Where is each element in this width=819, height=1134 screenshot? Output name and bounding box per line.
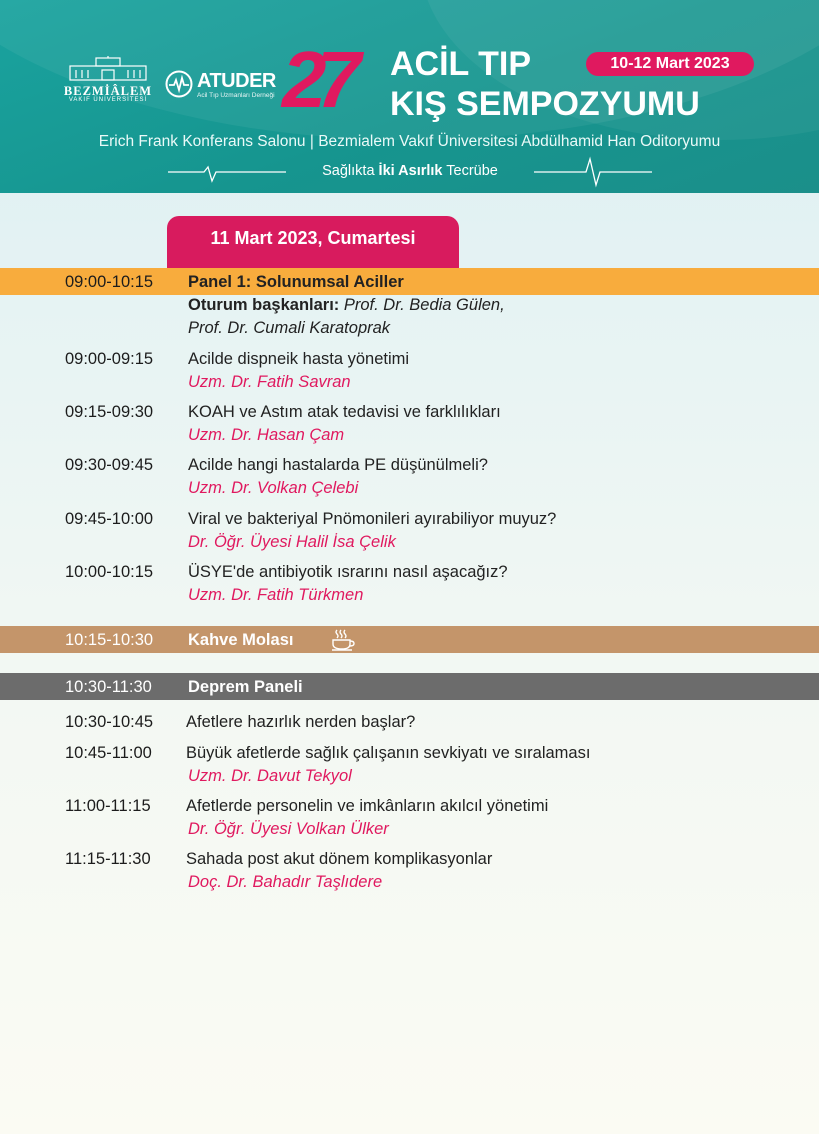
panel2-title: Deprem Paneli [188,678,303,696]
talk-topic: Büyük afetlerde sağlık çalışanın sevkiyatı ve sıralaması [186,744,591,762]
slogan-post: Tecrübe [442,163,498,179]
talk-time: 09:45-10:00 [65,510,154,528]
header-banner [0,0,819,193]
event-title-line1: ACİL TIP [390,45,532,83]
panel1-title: Panel 1: Solunumsal Aciller [188,273,404,291]
talk-speaker: Uzm. Dr. Davut Tekyol [188,767,352,785]
pulse-icon [165,70,193,98]
bezmialem-logo-name: BEZMİÂLEM [63,84,153,98]
break-title: Kahve Molası [188,631,294,649]
talk-topic: KOAH ve Astım atak tedavisi ve farklılıkları [188,403,501,421]
slogan-text [290,163,530,179]
talk-time: 10:30-10:45 [65,713,154,731]
event-dates-badge: 10-12 Mart 2023 [586,52,754,76]
talk-speaker: Uzm. Dr. Hasan Çam [188,426,345,444]
talk-speaker: Doç. Dr. Bahadır Taşlıdere [188,873,383,891]
talk-topic: Acilde dispneik hasta yönetimi [188,350,410,368]
bezmialem-logo [62,56,154,106]
chairs-label: Oturum başkanları: [188,296,340,314]
talk-speaker: Uzm. Dr. Fatih Savran [188,373,351,391]
building-icon [68,56,148,82]
atuder-logo-name: ATUDER [197,70,276,92]
talk-topic: Viral ve bakteriyal Pnömonileri ayırabiliyor muyuz? [188,510,557,528]
break-time: 10:15-10:30 [65,631,154,649]
chairs-names-1: Prof. Dr. Bedia Gülen, [339,296,505,314]
slogan [168,155,652,191]
talk-topic: Afetlere hazırlık nerden başlar? [186,713,416,731]
talk-topic: Sahada post akut dönem komplikasyonlar [186,850,493,868]
coffee-cup-icon [330,629,356,651]
talk-time: 09:30-09:45 [65,456,154,474]
talk-time: 11:15-11:30 [65,850,151,868]
talk-speaker: Uzm. Dr. Volkan Çelebi [188,479,359,497]
panel1-chairs [188,296,505,315]
talk-speaker: Dr. Öğr. Üyesi Volkan Ülker [188,820,389,838]
slogan-pre: Sağlıkta [322,163,379,179]
edition-number-text: 27 [282,35,351,124]
chairs-names-2: Prof. Dr. Cumali Karatoprak [188,319,391,337]
slogan-bold: İki Asırlık [378,163,443,179]
talk-time: 09:15-09:30 [65,403,154,421]
edition-number [282,35,351,124]
event-title-line2: KIŞ SEMPOZYUMU [390,85,700,123]
panel1-time: 09:00-10:15 [65,273,154,291]
talk-speaker: Uzm. Dr. Fatih Türkmen [188,586,364,604]
atuder-logo-sub: Acil Tıp Uzmanları Derneği [197,92,275,99]
talk-time: 10:00-10:15 [65,563,154,581]
talk-time: 10:45-11:00 [65,744,152,762]
talk-topic: Afetlerde personelin ve imkânların akılcıl yönetimi [186,797,549,815]
talk-topic: Acilde hangi hastalarda PE düşünülmeli? [188,456,488,474]
bezmialem-logo-sub: VAKIF ÜNİVERSİTESİ [68,97,148,103]
talk-topic: ÜSYE'de antibiyotik ısrarını nasıl aşacağız? [188,563,508,581]
day-tab: 11 Mart 2023, Cumartesi [167,216,459,268]
talk-time: 11:00-11:15 [65,797,151,815]
panel2-time: 10:30-11:30 [65,678,152,696]
talk-speaker: Dr. Öğr. Üyesi Halil İsa Çelik [188,533,396,551]
talk-time: 09:00-09:15 [65,350,154,368]
venue-text: Erich Frank Konferans Salonu | Bezmialem Vakıf Üniversitesi Abdülhamid Han Oditoryumu [98,133,721,150]
